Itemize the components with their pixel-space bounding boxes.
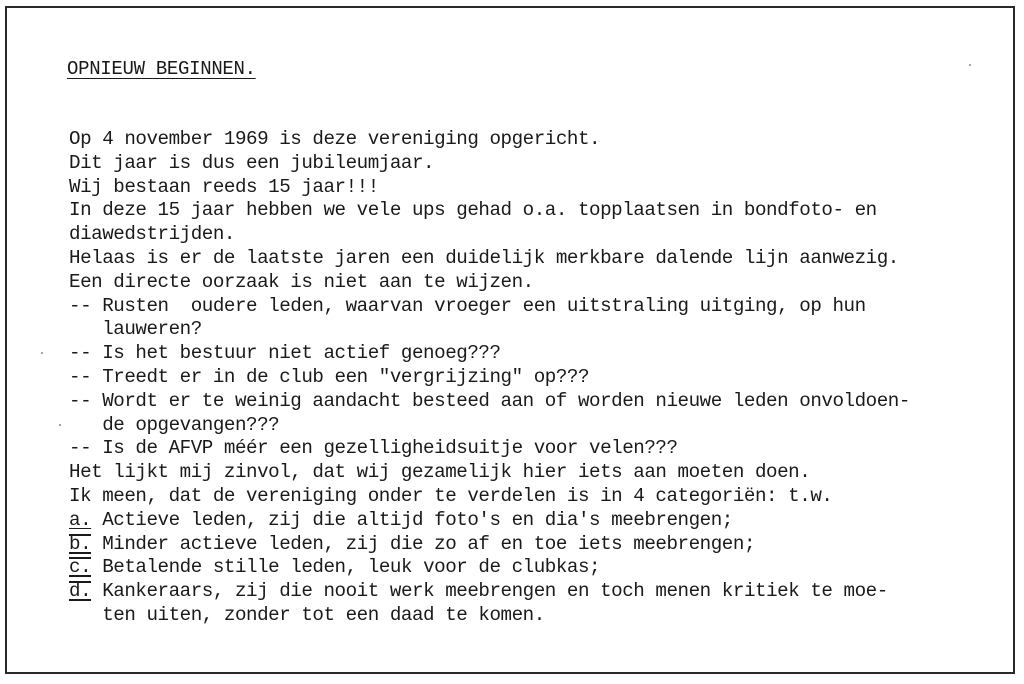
text-line: Op 4 november 1969 is deze vereniging opgericht. <box>69 128 601 150</box>
category-marker: a. <box>69 508 92 531</box>
category-item-a <box>69 509 910 533</box>
category-marker: d. <box>69 580 92 603</box>
category-item-c <box>69 556 910 580</box>
category-text: Actieve leden, zij die altijd foto's en dia's meebrengen; <box>91 508 733 531</box>
document-frame <box>5 6 1015 674</box>
document-body <box>69 128 910 628</box>
paper-speck <box>41 352 43 354</box>
question-line: de opgevangen??? <box>69 413 280 436</box>
category-marker: c. <box>69 556 92 579</box>
question-line: -- Wordt er te weinig aandacht besteed aan of worden nieuwe leden onvoldoen- <box>69 389 910 412</box>
question-line: -- Rusten oudere leden, waarvan vroeger een uitstraling uitging, op hun <box>69 294 866 317</box>
question-line: -- Is de AFVP méér een gezelligheidsuitje voor velen??? <box>69 437 678 460</box>
paper-speck <box>969 64 971 66</box>
category-item-d <box>69 580 910 604</box>
text-line: Wij bestaan reeds 15 jaar!!! <box>69 175 379 198</box>
category-item-b <box>69 533 910 557</box>
question-line: -- Treedt er in de club een "vergrijzing" op??? <box>69 365 590 388</box>
text-line: Helaas is er de laatste jaren een duidelijk merkbare dalende lijn aanwezig. <box>69 246 899 269</box>
category-marker: b. <box>69 532 92 555</box>
category-text: Minder actieve leden, zij die zo af en toe iets meebrengen; <box>91 532 756 555</box>
text-line: In deze 15 jaar hebben we vele ups gehad o.a. topplaatsen in bondfoto- en <box>69 199 877 222</box>
question-line: lauweren? <box>69 318 202 341</box>
text-line: Ik meen, dat de vereniging onder te verdelen is in 4 categoriën: t.w. <box>69 484 833 507</box>
category-text: Betalende stille leden, leuk voor de clubkas; <box>91 556 601 579</box>
text-line: diawedstrijden. <box>69 223 235 246</box>
category-continuation: ten uiten, zonder tot een daad te komen. <box>69 603 545 626</box>
document-title: OPNIEUW BEGINNEN. <box>67 58 256 80</box>
text-line: Het lijkt mij zinvol, dat wij gezamelijk hier iets aan moeten doen. <box>69 461 811 484</box>
category-text: Kankeraars, zij die nooit werk meebrengen en toch menen kritiek te moe- <box>91 580 888 603</box>
paper-speck <box>59 424 61 426</box>
question-line: -- Is het bestuur niet actief genoeg??? <box>69 342 501 365</box>
text-line: Een directe oorzaak is niet aan te wijzen. <box>69 270 534 293</box>
text-line: Dit jaar is dus een jubileumjaar. <box>69 151 435 174</box>
